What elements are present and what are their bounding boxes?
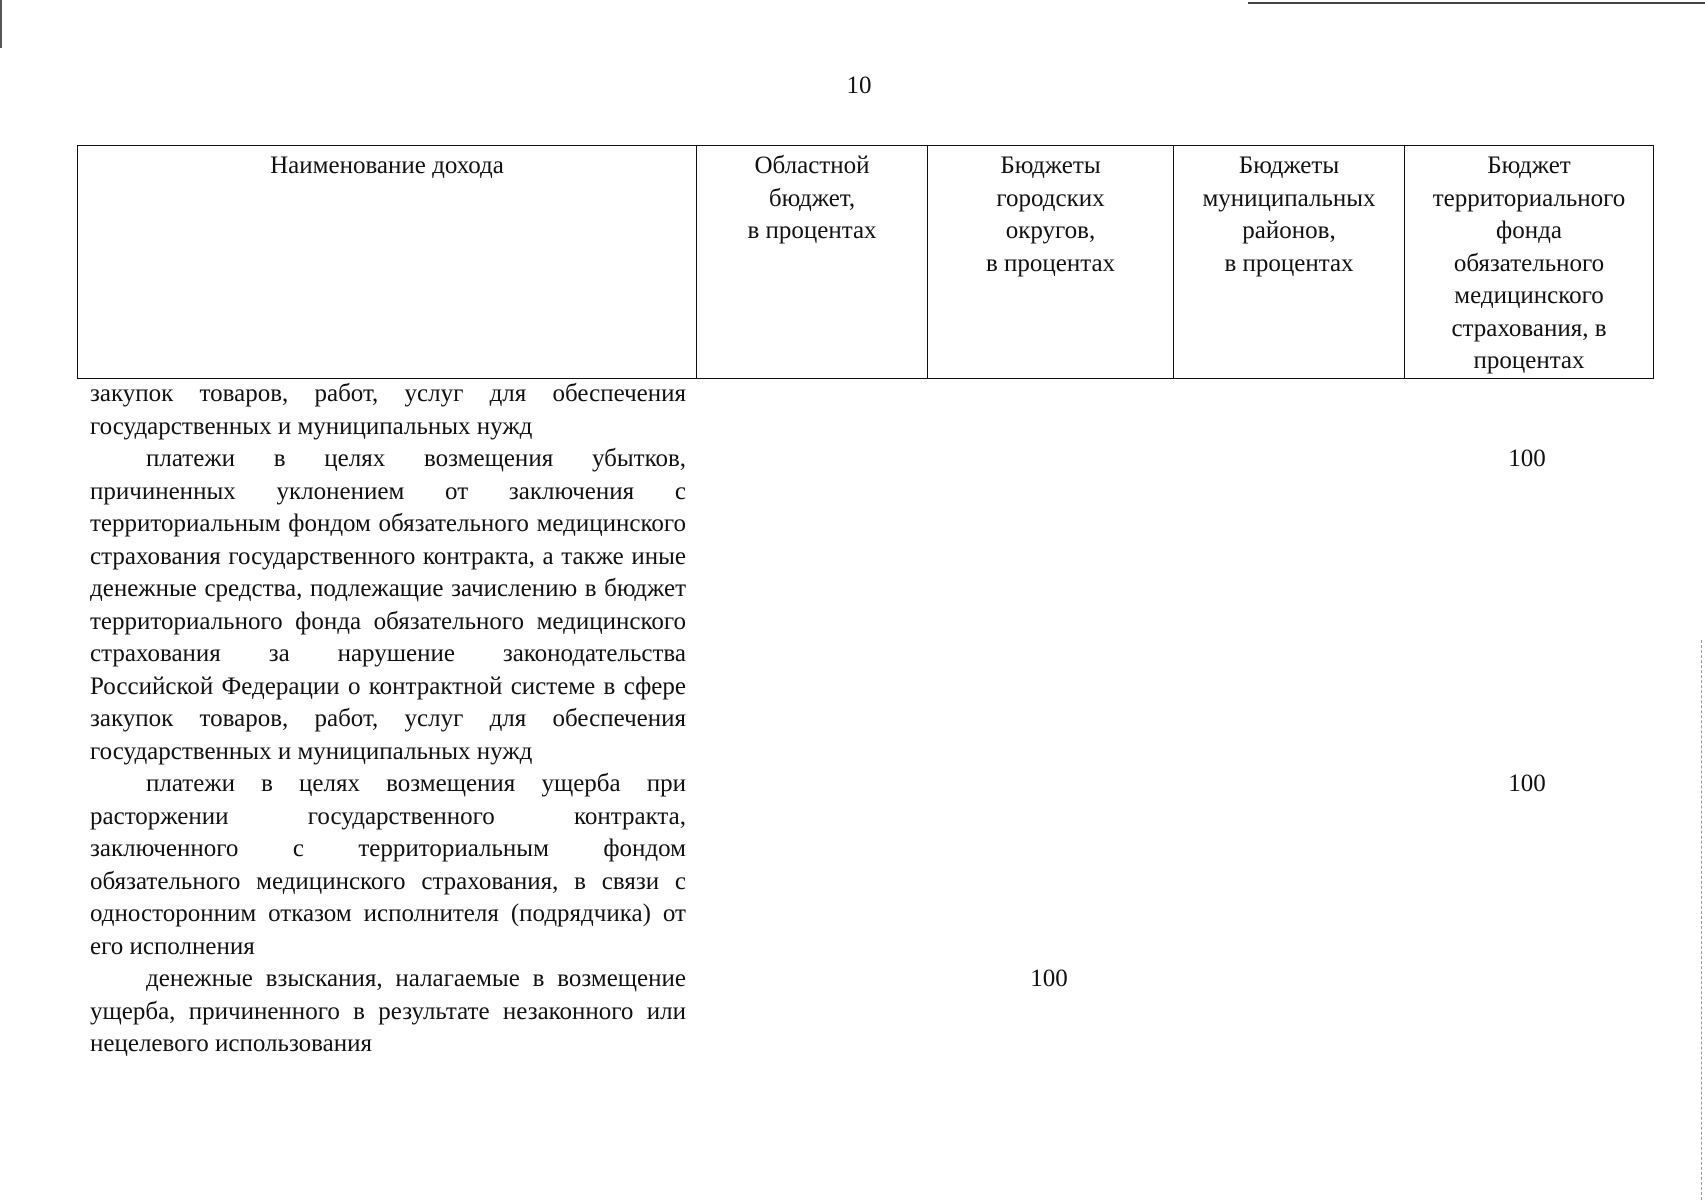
header-label: Бюджет территориального фонда обязательного медицинского страхования, в процентах: [1432, 152, 1626, 374]
page-number: 10: [846, 72, 872, 99]
header-label: Областной бюджет, в процентах: [747, 152, 877, 244]
header-cell-urban: [928, 146, 1174, 379]
income-name: закупок товаров, работ, услуг для обеспечения государственных и муниципальных нужд: [90, 380, 686, 440]
header-row: [78, 146, 1654, 379]
income-name: денежные взыскания, налагаемые в возмещение ущерба, причиненного в результате незаконного или нецелевого использования: [90, 965, 686, 1057]
header-label: Бюджеты муниципальных районов, в процентах: [1202, 152, 1376, 277]
table-row: [0, 963, 1705, 1061]
table-row: [0, 443, 1705, 768]
income-table-header: [77, 145, 1654, 379]
header-cell-regional: [697, 146, 928, 379]
table-row: [0, 378, 1705, 443]
income-name: платежи в целях возмещения ущерба при расторжении государственного контракта, заключенного с территориальным фондом обязательного медицинского страхования, в связи с односторонним отказом исполнителя (подрядчика) от его исполнения: [90, 770, 686, 960]
header-label: Бюджеты городских округов, в процентах: [985, 152, 1116, 277]
header-cell-name: [78, 146, 697, 379]
value-fund: 100: [1508, 770, 1546, 797]
header-label: Наименование дохода: [270, 152, 504, 179]
table-row: [0, 768, 1705, 963]
scan-artifact-line: [1248, 2, 1705, 4]
scan-artifact-mark: [0, 0, 2, 48]
income-table-body: [0, 378, 1705, 1061]
header-cell-fund: [1405, 146, 1654, 379]
income-name: платежи в целях возмещения убытков, причиненных уклонением от заключения с территориальным фондом обязательного медицинского страхования государственного контракта, а также иные денежные средства, подлежащие зачислению в бюджет территориального фонда обязательного медицинского страхования за нарушение законодательства Российской Федерации о контрактной системе в сфере закупок товаров, работ, услуг для обеспечения государственных и муниципальных нужд: [90, 445, 686, 765]
header-cell-municipal: [1174, 146, 1405, 379]
value-fund: 100: [1508, 445, 1546, 472]
value-urban: 100: [1030, 965, 1068, 992]
